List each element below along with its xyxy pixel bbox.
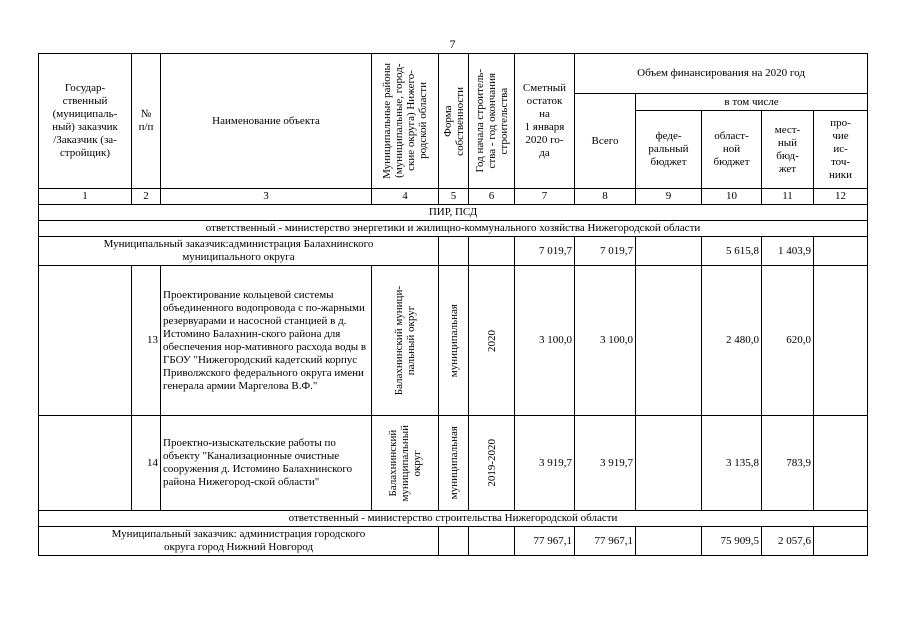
- header-ownership-text: Форма собственности: [441, 86, 466, 156]
- column-number: 6: [469, 189, 515, 205]
- header-districts: [372, 54, 439, 189]
- other-value: [814, 416, 868, 511]
- district-text: Балахнинский муниципальный округ: [387, 424, 423, 502]
- estimate-value: 77 967,1: [515, 527, 575, 556]
- total-value: 7 019,7: [575, 237, 636, 266]
- regional-value: 3 135,8: [702, 416, 762, 511]
- federal-value: [636, 237, 702, 266]
- regional-value: 5 615,8: [702, 237, 762, 266]
- column-number: 5: [439, 189, 469, 205]
- local-value: 2 057,6: [762, 527, 814, 556]
- total-value: 77 967,1: [575, 527, 636, 556]
- section-title: ПИР, ПСД: [39, 205, 868, 221]
- empty-cell: [439, 527, 469, 556]
- ownership-text: муниципальная: [447, 426, 460, 500]
- estimate-value: 3 100,0: [515, 266, 575, 416]
- header-total: Всего: [575, 94, 636, 189]
- ownership-cell: [439, 416, 469, 511]
- empty-cell: [469, 527, 515, 556]
- municipal-customer: Муниципальный заказчик: администрация городского округа город Нижний Новгород: [39, 527, 439, 556]
- empty-cell: [469, 237, 515, 266]
- column-number: 4: [372, 189, 439, 205]
- regional-value: 2 480,0: [702, 266, 762, 416]
- ownership-text: муниципальная: [447, 303, 460, 378]
- financing-table: [38, 53, 868, 556]
- header-object-name: Наименование объекта: [161, 54, 372, 189]
- ownership-cell: [439, 266, 469, 416]
- local-value: 1 403,9: [762, 237, 814, 266]
- estimate-value: 7 019,7: [515, 237, 575, 266]
- header-districts-text: Муниципальные районы (муниципальные, город- ские округа) Нижего- родской области: [381, 63, 429, 179]
- column-number: 8: [575, 189, 636, 205]
- header-federal: феде- ральный бюджет: [636, 111, 702, 189]
- row-number: 14: [132, 416, 161, 511]
- column-number: 2: [132, 189, 161, 205]
- header-ownership: [439, 54, 469, 189]
- district-text: Балахнинский муници- пальный округ: [393, 285, 417, 396]
- header-funding: Объем финансирования на 2020 год: [575, 54, 868, 94]
- other-value: [814, 266, 868, 416]
- header-including: в том числе: [636, 94, 868, 111]
- total-value: 3 100,0: [575, 266, 636, 416]
- page-number: 7: [449, 37, 456, 51]
- object-name: Проектно-изыскательские работы по объекту "Канализационные очистные сооружения д. Истомино Балахнинского района Нижегород-ской области": [161, 416, 372, 511]
- other-value: [814, 237, 868, 266]
- district-cell: [372, 266, 439, 416]
- municipal-customer: Муниципальный заказчик:администрация Балахнинского муниципального округа: [39, 237, 439, 266]
- years-text: 2020: [485, 329, 498, 352]
- total-value: 3 919,7: [575, 416, 636, 511]
- column-number: 3: [161, 189, 372, 205]
- empty-cell: [39, 416, 132, 511]
- years-text: 2019-2020: [485, 439, 498, 487]
- empty-cell: [439, 237, 469, 266]
- years-cell: [469, 416, 515, 511]
- column-number: 7: [515, 189, 575, 205]
- regional-value: 75 909,5: [702, 527, 762, 556]
- other-value: [814, 527, 868, 556]
- column-number: 9: [636, 189, 702, 205]
- column-number: 12: [814, 189, 868, 205]
- responsible-ministry: ответственный - министерство строительства Нижегородской области: [39, 511, 868, 527]
- header-estimate: Сметный остаток на 1 января 2020 го- да: [515, 54, 575, 189]
- header-years-text: Год начала строитель- ства - год окончания строительства: [473, 69, 510, 173]
- row-number: 13: [132, 266, 161, 416]
- column-number: 10: [702, 189, 762, 205]
- object-name: Проектирование кольцевой системы объединенного водопровода с по-жарными резервуарами и насосной станцией в д. Истомино Балахнин-ского района для обеспечения нор-мативного расхода воды в ГБОУ "Нижегородский кадетский корпус Приволжского федерального округа имени генерала армии Маргелова В.Ф.": [161, 266, 372, 416]
- federal-value: [636, 416, 702, 511]
- federal-value: [636, 527, 702, 556]
- local-value: 783,9: [762, 416, 814, 511]
- local-value: 620,0: [762, 266, 814, 416]
- empty-cell: [39, 266, 132, 416]
- federal-value: [636, 266, 702, 416]
- column-number: 11: [762, 189, 814, 205]
- header-local: мест- ный бюд- жет: [762, 111, 814, 189]
- header-regional: област- ной бюджет: [702, 111, 762, 189]
- column-number: 1: [39, 189, 132, 205]
- years-cell: [469, 266, 515, 416]
- header-num: № п/п: [132, 54, 161, 189]
- header-other: про- чие ис- точ- ники: [814, 111, 868, 189]
- header-customer: Государ- ственный (муниципаль- ный) заказчик /Заказчик (за- стройщик): [39, 54, 132, 189]
- estimate-value: 3 919,7: [515, 416, 575, 511]
- header-years: [469, 54, 515, 189]
- district-cell: [372, 416, 439, 511]
- responsible-ministry: ответственный - министерство энергетики и жилищно-коммунального хозяйства Нижегородской области: [39, 221, 868, 237]
